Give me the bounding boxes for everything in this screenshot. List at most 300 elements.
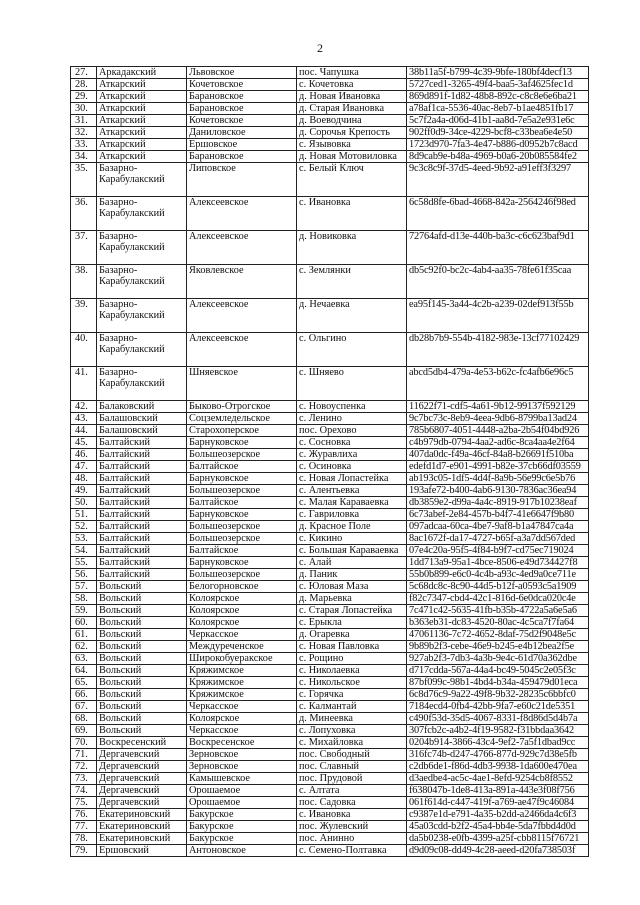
guid-cell: 785b6807-4051-4448-a2ba-2b54f04bd926: [407, 425, 589, 437]
locality-cell: д. Минеевка: [297, 713, 407, 725]
row-number-cell: 59.: [71, 605, 97, 617]
locality-cell: с. Ленино: [297, 413, 407, 425]
district-cell: Вольский: [97, 713, 187, 725]
district-cell: Вольский: [97, 653, 187, 665]
table-row: [71, 473, 589, 485]
locality-cell: с. Лопуховка: [297, 725, 407, 737]
municipality-cell: Барановское: [187, 103, 297, 115]
municipality-cell: Черкасское: [187, 725, 297, 737]
locality-cell: с. Новая Павловка: [297, 641, 407, 653]
district-cell: Балашовский: [97, 425, 187, 437]
municipality-cell: Кряжимское: [187, 677, 297, 689]
locality-cell: с. Сосновка: [297, 437, 407, 449]
table-row: [71, 151, 589, 163]
row-number-cell: 69.: [71, 725, 97, 737]
row-number-cell: 78.: [71, 833, 97, 845]
locality-cell: с. Землянки: [297, 265, 407, 299]
district-cell: Дергачевский: [97, 797, 187, 809]
district-cell: Дергачевский: [97, 761, 187, 773]
municipality-cell: Междуреченское: [187, 641, 297, 653]
locality-cell: с. Язывовка: [297, 139, 407, 151]
table-row: [71, 509, 589, 521]
guid-cell: f82c7347-cbd4-42c1-816d-6e0dca020c4e: [407, 593, 589, 605]
municipality-cell: Яковлевское: [187, 265, 297, 299]
district-cell: Дергачевский: [97, 785, 187, 797]
municipality-cell: Соцземледельское: [187, 413, 297, 425]
guid-cell: 45a03cdd-b2f2-45a4-bb4e-5da7fbbd4d0d: [407, 821, 589, 833]
table-row: [71, 701, 589, 713]
guid-cell: 6c58d8fe-6bad-4668-842a-2564246f98ed: [407, 197, 589, 231]
guid-cell: 07e4c20a-95f5-4f84-b9f7-cd75ec719024: [407, 545, 589, 557]
municipality-cell: Колоярское: [187, 605, 297, 617]
guid-cell: c4b979db-0794-4aa2-ad6c-8ca4aa4e2f64: [407, 437, 589, 449]
district-cell: Вольский: [97, 665, 187, 677]
table-row: [71, 821, 589, 833]
table-row: [71, 367, 589, 401]
table-row: [71, 461, 589, 473]
district-cell: Вольский: [97, 677, 187, 689]
row-number-cell: 71.: [71, 749, 97, 761]
district-cell: Базарно-Карабулакский: [97, 231, 187, 265]
table-row: [71, 689, 589, 701]
district-cell: Аткарский: [97, 139, 187, 151]
locality-cell: д. Огаревка: [297, 629, 407, 641]
municipality-cell: Зерновское: [187, 749, 297, 761]
guid-cell: 8ac1672f-da17-4727-b65f-a3a7dd567ded: [407, 533, 589, 545]
guid-cell: 9c3c8c9f-37d5-4eed-9b92-a91eff3f3297: [407, 163, 589, 197]
locality-registry-table: [70, 66, 589, 857]
table-row: [71, 569, 589, 581]
district-cell: Аткарский: [97, 91, 187, 103]
district-cell: Вольский: [97, 617, 187, 629]
row-number-cell: 63.: [71, 653, 97, 665]
guid-cell: b363eb31-dc83-4520-80ac-4c5ca7f7fa64: [407, 617, 589, 629]
municipality-cell: Орошаемое: [187, 785, 297, 797]
table-row: [71, 437, 589, 449]
table-row: [71, 617, 589, 629]
municipality-cell: Ершовское: [187, 139, 297, 151]
table-row: [71, 641, 589, 653]
guid-cell: 097adcaa-60ca-4be7-9af8-b1a47847ca4a: [407, 521, 589, 533]
municipality-cell: Колоярское: [187, 617, 297, 629]
district-cell: Балтайский: [97, 569, 187, 581]
municipality-cell: Барнуковское: [187, 473, 297, 485]
locality-cell: с. Юловая Маза: [297, 581, 407, 593]
municipality-cell: Алексеевское: [187, 231, 297, 265]
locality-cell: с. Кикино: [297, 533, 407, 545]
guid-cell: 38b11a5f-b799-4c39-9bfe-180bf4decf13: [407, 67, 589, 79]
municipality-cell: Кочетовское: [187, 115, 297, 127]
municipality-cell: Черкасское: [187, 701, 297, 713]
locality-cell: с. Алентьевка: [297, 485, 407, 497]
row-number-cell: 76.: [71, 809, 97, 821]
table-row: [71, 557, 589, 569]
table-row: [71, 773, 589, 785]
row-number-cell: 53.: [71, 533, 97, 545]
row-number-cell: 55.: [71, 557, 97, 569]
district-cell: Балтайский: [97, 437, 187, 449]
table-row: [71, 797, 589, 809]
table-row: [71, 533, 589, 545]
locality-cell: с. Ивановка: [297, 197, 407, 231]
locality-cell: с. Алтата: [297, 785, 407, 797]
district-cell: Вольский: [97, 641, 187, 653]
district-cell: Вольский: [97, 581, 187, 593]
district-cell: Екатериновский: [97, 821, 187, 833]
row-number-cell: 56.: [71, 569, 97, 581]
table-row: [71, 593, 589, 605]
locality-cell: д. Воеводчина: [297, 115, 407, 127]
district-cell: Балашовский: [97, 413, 187, 425]
guid-cell: db3859e2-d99a-4a4c-8919-917b10238eaf: [407, 497, 589, 509]
municipality-cell: Кряжимское: [187, 665, 297, 677]
district-cell: Базарно-Карабулакский: [97, 333, 187, 367]
municipality-cell: Черкасское: [187, 629, 297, 641]
table-row: [71, 725, 589, 737]
guid-cell: 6c73abef-2e84-457b-b4f7-41e6647f9b80: [407, 509, 589, 521]
table-row: [71, 605, 589, 617]
guid-cell: abcd5db4-479a-4e53-b62c-fc4afb6e96c5: [407, 367, 589, 401]
locality-cell: д. Красное Поле: [297, 521, 407, 533]
district-cell: Балтайский: [97, 545, 187, 557]
row-number-cell: 65.: [71, 677, 97, 689]
locality-cell: с. Белый Ключ: [297, 163, 407, 197]
district-cell: Аткарский: [97, 151, 187, 163]
locality-cell: с. Николаевка: [297, 665, 407, 677]
guid-cell: ab193c05-1df5-4d4f-8a9b-56e99c6e5b76: [407, 473, 589, 485]
table-row: [71, 449, 589, 461]
table-row: [71, 265, 589, 299]
district-cell: Аркадакский: [97, 67, 187, 79]
guid-cell: 87bf099c-98b1-4bd4-b34a-459479d01eca: [407, 677, 589, 689]
municipality-cell: Алексеевское: [187, 333, 297, 367]
row-number-cell: 27.: [71, 67, 97, 79]
row-number-cell: 77.: [71, 821, 97, 833]
district-cell: Балтайский: [97, 461, 187, 473]
municipality-cell: Камышевское: [187, 773, 297, 785]
row-number-cell: 37.: [71, 231, 97, 265]
table-row: [71, 629, 589, 641]
row-number-cell: 60.: [71, 617, 97, 629]
locality-cell: с. Новая Лопастейка: [297, 473, 407, 485]
locality-cell: пос. Орехово: [297, 425, 407, 437]
row-number-cell: 33.: [71, 139, 97, 151]
locality-cell: д. Марьевка: [297, 593, 407, 605]
guid-cell: 9b89b2f3-cebe-46e9-b245-e4b12bea2f5e: [407, 641, 589, 653]
municipality-cell: Барнуковское: [187, 437, 297, 449]
municipality-cell: Даниловское: [187, 127, 297, 139]
municipality-cell: Большеозерское: [187, 533, 297, 545]
row-number-cell: 44.: [71, 425, 97, 437]
district-cell: Балтайский: [97, 485, 187, 497]
district-cell: Вольский: [97, 725, 187, 737]
municipality-cell: Колоярское: [187, 593, 297, 605]
row-number-cell: 72.: [71, 761, 97, 773]
municipality-cell: Львовское: [187, 67, 297, 79]
locality-cell: с. Никольское: [297, 677, 407, 689]
district-cell: Балтайский: [97, 473, 187, 485]
row-number-cell: 79.: [71, 845, 97, 857]
district-cell: Балтайский: [97, 509, 187, 521]
table-row: [71, 333, 589, 367]
locality-cell: с. Калмантай: [297, 701, 407, 713]
guid-cell: d9d09c08-dd49-4c28-aeed-d20fa738503f: [407, 845, 589, 857]
district-cell: Базарно-Карабулакский: [97, 367, 187, 401]
row-number-cell: 40.: [71, 333, 97, 367]
row-number-cell: 67.: [71, 701, 97, 713]
row-number-cell: 64.: [71, 665, 97, 677]
locality-cell: пос. Чапушка: [297, 67, 407, 79]
municipality-cell: Липовское: [187, 163, 297, 197]
municipality-cell: Быково-Отрогское: [187, 401, 297, 413]
guid-cell: 407da0dc-f49a-46cf-84a8-b26691f510ba: [407, 449, 589, 461]
table-row: [71, 761, 589, 773]
guid-cell: f638047b-1de8-413a-891a-443e3f08f756: [407, 785, 589, 797]
row-number-cell: 62.: [71, 641, 97, 653]
table-row: [71, 809, 589, 821]
guid-cell: 7184ecd4-0fb4-42bb-9fa7-e60c21de5351: [407, 701, 589, 713]
row-number-cell: 39.: [71, 299, 97, 333]
row-number-cell: 61.: [71, 629, 97, 641]
guid-cell: 1dd713a9-95a1-4bce-8506-e49d734427f8: [407, 557, 589, 569]
table-row: [71, 401, 589, 413]
municipality-cell: Большеозерское: [187, 569, 297, 581]
guid-cell: 6c8d76c9-9a22-49f8-9b32-28235c6bbfc0: [407, 689, 589, 701]
locality-cell: с. Гавриловка: [297, 509, 407, 521]
row-number-cell: 66.: [71, 689, 97, 701]
row-number-cell: 58.: [71, 593, 97, 605]
page-number: 2: [317, 41, 323, 55]
guid-cell: c9387e1d-e791-4a35-b2dd-a2466da4c6f3: [407, 809, 589, 821]
table-row: [71, 103, 589, 115]
district-cell: Аткарский: [97, 115, 187, 127]
guid-cell: c2db6de1-f86d-4db3-9938-1da600e470ea: [407, 761, 589, 773]
guid-cell: 47061136-7c72-4652-8daf-75d2f9048e5c: [407, 629, 589, 641]
district-cell: Дергачевский: [97, 749, 187, 761]
guid-cell: db5c92f0-bc2c-4ab4-aa35-78fe61f35caa: [407, 265, 589, 299]
district-cell: Вольский: [97, 605, 187, 617]
municipality-cell: Алексеевское: [187, 299, 297, 333]
municipality-cell: Шняевское: [187, 367, 297, 401]
row-number-cell: 31.: [71, 115, 97, 127]
guid-cell: 927ab2f3-7db3-4a3b-9e4c-61d70a362dbe: [407, 653, 589, 665]
guid-cell: db28b7b9-554b-4182-983e-13cf77102429: [407, 333, 589, 367]
guid-cell: 061f614d-c447-419f-a769-ae47f9c46084: [407, 797, 589, 809]
district-cell: Аткарский: [97, 103, 187, 115]
table-row: [71, 79, 589, 91]
locality-cell: д. Новая Ивановка: [297, 91, 407, 103]
table-row: [71, 521, 589, 533]
district-cell: Балтайский: [97, 497, 187, 509]
district-cell: Базарно-Карабулакский: [97, 299, 187, 333]
guid-cell: da5b0238-e0fb-4399-a25f-cbb8115f76721: [407, 833, 589, 845]
municipality-cell: Барнуковское: [187, 509, 297, 521]
district-cell: Ершовский: [97, 845, 187, 857]
district-cell: Вольский: [97, 593, 187, 605]
guid-cell: 55b0b899-e6c0-4c4b-a93c-4ed9a0ce711e: [407, 569, 589, 581]
locality-cell: с. Ивановка: [297, 809, 407, 821]
guid-cell: a78af1ca-5536-40ac-8eb7-b1ae4851fb17: [407, 103, 589, 115]
locality-cell: с. Рощино: [297, 653, 407, 665]
row-number-cell: 38.: [71, 265, 97, 299]
row-number-cell: 75.: [71, 797, 97, 809]
municipality-cell: Старохоперское: [187, 425, 297, 437]
guid-cell: 1723d970-7fa3-4e47-b886-d0952b7c8acd: [407, 139, 589, 151]
locality-cell: с. Горячка: [297, 689, 407, 701]
table-row: [71, 485, 589, 497]
row-number-cell: 74.: [71, 785, 97, 797]
row-number-cell: 54.: [71, 545, 97, 557]
municipality-cell: Балтайское: [187, 461, 297, 473]
locality-cell: пос. Прудовой: [297, 773, 407, 785]
row-number-cell: 28.: [71, 79, 97, 91]
locality-cell: пос. Жулевский: [297, 821, 407, 833]
municipality-cell: Зерновское: [187, 761, 297, 773]
row-number-cell: 35.: [71, 163, 97, 197]
district-cell: Вольский: [97, 629, 187, 641]
municipality-cell: Бакурское: [187, 821, 297, 833]
row-number-cell: 41.: [71, 367, 97, 401]
municipality-cell: Орошаемое: [187, 797, 297, 809]
district-cell: Базарно-Карабулакский: [97, 163, 187, 197]
guid-cell: d717cdda-567a-44a4-bc49-5045c2e05f3c: [407, 665, 589, 677]
district-cell: Базарно-Карабулакский: [97, 265, 187, 299]
district-cell: Вольский: [97, 689, 187, 701]
district-cell: Балтайский: [97, 449, 187, 461]
table-row: [71, 139, 589, 151]
district-cell: Балтайский: [97, 533, 187, 545]
guid-cell: 5c68dc8c-8c90-44d5-b12f-a0593c5a1909: [407, 581, 589, 593]
row-number-cell: 45.: [71, 437, 97, 449]
locality-cell: с. Шняево: [297, 367, 407, 401]
locality-cell: с. Михайловка: [297, 737, 407, 749]
locality-cell: д. Старая Ивановка: [297, 103, 407, 115]
table-row: [71, 67, 589, 79]
district-cell: Балтайский: [97, 557, 187, 569]
row-number-cell: 52.: [71, 521, 97, 533]
table-row: [71, 231, 589, 265]
locality-cell: с. Ольгино: [297, 333, 407, 367]
locality-cell: пос. Анинно: [297, 833, 407, 845]
guid-cell: 307fcb2c-a4b2-4f19-9582-f31bbdaa3642: [407, 725, 589, 737]
municipality-cell: Бакурское: [187, 833, 297, 845]
table-row: [71, 845, 589, 857]
row-number-cell: 68.: [71, 713, 97, 725]
municipality-cell: Белогорновское: [187, 581, 297, 593]
row-number-cell: 73.: [71, 773, 97, 785]
guid-cell: 5727ced1-3265-49f4-baa5-3af4625fec1d: [407, 79, 589, 91]
locality-cell: д. Новая Мотовиловка: [297, 151, 407, 163]
municipality-cell: Большеозерское: [187, 485, 297, 497]
locality-cell: д. Новиковка: [297, 231, 407, 265]
municipality-cell: Воскресенское: [187, 737, 297, 749]
row-number-cell: 57.: [71, 581, 97, 593]
locality-cell: с. Кочетовка: [297, 79, 407, 91]
municipality-cell: Большеозерское: [187, 449, 297, 461]
district-cell: Екатериновский: [97, 833, 187, 845]
municipality-cell: Колоярское: [187, 713, 297, 725]
table-row: [71, 91, 589, 103]
municipality-cell: Барановское: [187, 151, 297, 163]
table-row: [71, 677, 589, 689]
table-row: [71, 163, 589, 197]
registry-table-body: [71, 67, 589, 857]
municipality-cell: Широкобуеракское: [187, 653, 297, 665]
table-row: [71, 299, 589, 333]
locality-cell: с. Ерыкла: [297, 617, 407, 629]
table-row: [71, 413, 589, 425]
table-row: [71, 581, 589, 593]
table-row: [71, 115, 589, 127]
row-number-cell: 30.: [71, 103, 97, 115]
locality-cell: с. Алай: [297, 557, 407, 569]
district-cell: Воскресенский: [97, 737, 187, 749]
row-number-cell: 47.: [71, 461, 97, 473]
district-cell: Дергачевский: [97, 773, 187, 785]
district-cell: Аткарский: [97, 79, 187, 91]
guid-cell: 9c7bc73c-8eb9-4eea-9db6-8799ba13ad24: [407, 413, 589, 425]
locality-cell: д. Сорочья Крепость: [297, 127, 407, 139]
guid-cell: 11622f71-cdf5-4a61-9b12-99137f592129: [407, 401, 589, 413]
row-number-cell: 51.: [71, 509, 97, 521]
table-row: [71, 545, 589, 557]
guid-cell: d3aedbe4-ac5c-4ae1-8efd-9254cb8f8552: [407, 773, 589, 785]
locality-cell: д. Нечаевка: [297, 299, 407, 333]
municipality-cell: Барановское: [187, 91, 297, 103]
row-number-cell: 36.: [71, 197, 97, 231]
municipality-cell: Бакурское: [187, 809, 297, 821]
guid-cell: c490f53d-35d5-4067-8331-f8d86d5d4b7a: [407, 713, 589, 725]
locality-cell: пос. Славный: [297, 761, 407, 773]
row-number-cell: 32.: [71, 127, 97, 139]
table-row: [71, 833, 589, 845]
row-number-cell: 29.: [71, 91, 97, 103]
table-row: [71, 197, 589, 231]
table-row: [71, 737, 589, 749]
district-cell: Вольский: [97, 701, 187, 713]
locality-cell: с. Журавлиха: [297, 449, 407, 461]
locality-cell: с. Старая Лопастейка: [297, 605, 407, 617]
municipality-cell: Антоновское: [187, 845, 297, 857]
district-cell: Балтайский: [97, 521, 187, 533]
municipality-cell: Кряжимское: [187, 689, 297, 701]
municipality-cell: Алексеевское: [187, 197, 297, 231]
guid-cell: 316fc74b-d247-4766-877d-929c7d38e5fb: [407, 749, 589, 761]
locality-cell: с. Малая Караваевка: [297, 497, 407, 509]
table-row: [71, 713, 589, 725]
locality-cell: с. Большая Караваевка: [297, 545, 407, 557]
guid-cell: 193afe72-b400-4ab6-9130-7836ac36ea94: [407, 485, 589, 497]
locality-cell: д. Паник: [297, 569, 407, 581]
row-number-cell: 49.: [71, 485, 97, 497]
guid-cell: 0204b914-3866-43c4-9ef2-7a5f1dbad9cc: [407, 737, 589, 749]
row-number-cell: 70.: [71, 737, 97, 749]
locality-cell: пос. Свободный: [297, 749, 407, 761]
municipality-cell: Балтайское: [187, 545, 297, 557]
row-number-cell: 43.: [71, 413, 97, 425]
table-row: [71, 749, 589, 761]
district-cell: Балаковский: [97, 401, 187, 413]
row-number-cell: 34.: [71, 151, 97, 163]
row-number-cell: 42.: [71, 401, 97, 413]
table-row: [71, 665, 589, 677]
district-cell: Екатериновский: [97, 809, 187, 821]
row-number-cell: 46.: [71, 449, 97, 461]
district-cell: Аткарский: [97, 127, 187, 139]
row-number-cell: 50.: [71, 497, 97, 509]
guid-cell: 902ff0d9-34ce-4229-bcf8-c33bea6e4e50: [407, 127, 589, 139]
table-row: [71, 785, 589, 797]
